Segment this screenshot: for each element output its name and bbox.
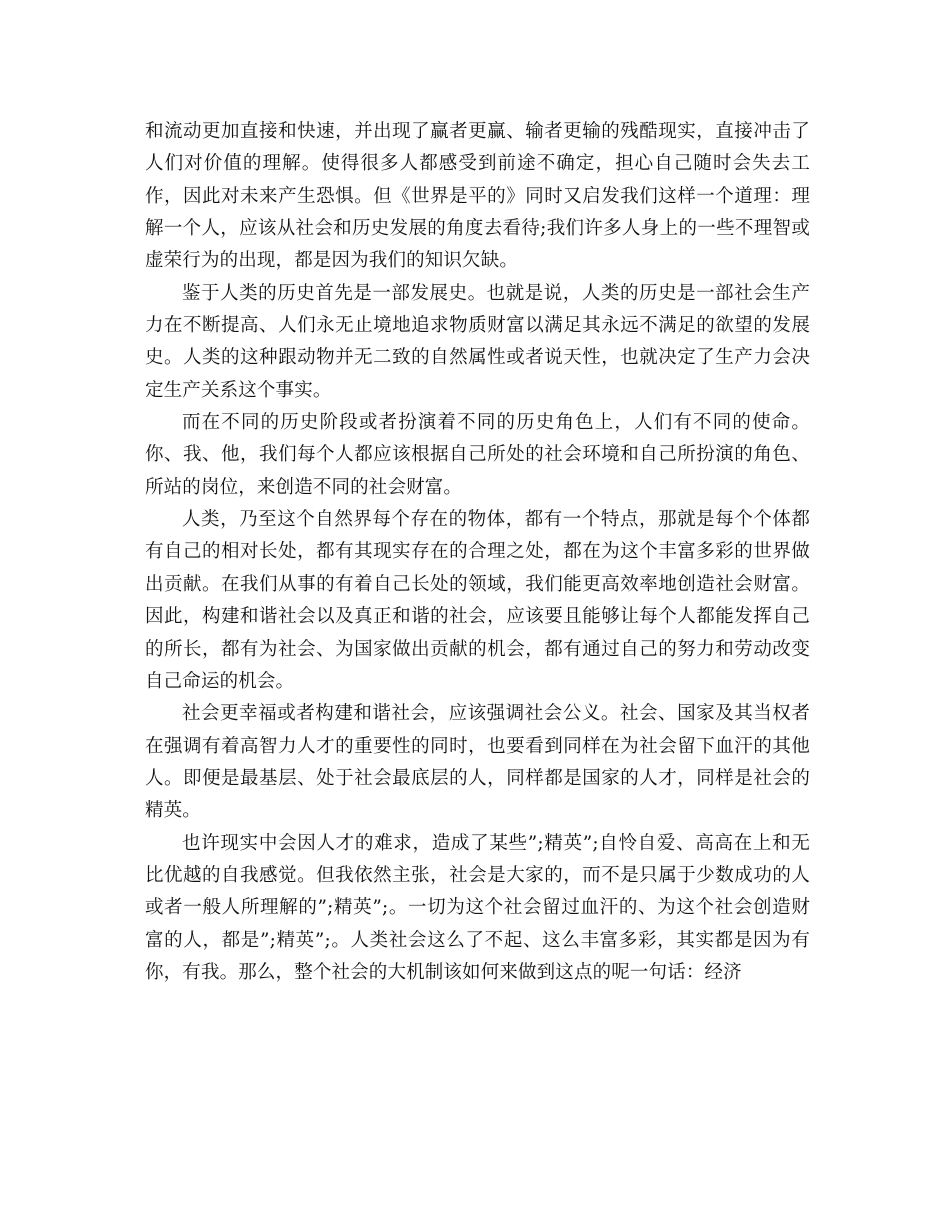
paragraph-1: 和流动更加直接和快速，并出现了赢者更赢、输者更输的残酷现实，直接冲击了人们对价值的理解。使得很多人都感受到前途不确定，担心自己随时会失去工作，因此对未来产生恐惧。但《世界是平的》同时又启发我们这样一个道理：理解一个人，应该从社会和历史发展的角度去看待;我们许多人身上的一些不理智或虚荣行为的出现，都是因为我们的知识欠缺。	[145, 121, 810, 272]
paragraph-5: 社会更幸福或者构建和谐社会，应该强调社会公义。社会、国家及其当权者在强调有着高智力人才的重要性的同时，也要看到同样在为社会留下血汗的其他人。即便是最基层、处于社会最底层的人，同样都是国家的人才，同样是社会的精英。	[145, 703, 810, 822]
document-body	[145, 116, 810, 989]
paragraph-6: 也许现实中会因人才的难求，造成了某些”;精英”;自怜自爱、高高在上和无比优越的自我感觉。但我依然主张，社会是大家的，而不是只属于少数成功的人或者一般人所理解的”;精英”;。一切为这个社会留过血汗的、为这个社会创造财富的人，都是”;精英”;。人类社会这么了不起、这么丰富多彩，其实都是因为有你，有我。那么，整个社会的大机制该如何来做到这点的呢一句话：经济	[145, 832, 810, 983]
paragraph-2: 鉴于人类的历史首先是一部发展史。也就是说，人类的历史是一部社会生产力在不断提高、人们永无止境地追求物质财富以满足其永远不满足的欲望的发展史。人类的这种跟动物并无二致的自然属性或者说天性，也就决定了生产力会决定生产关系这个事实。	[145, 282, 810, 401]
paragraph-3: 而在不同的历史阶段或者扮演着不同的历史角色上，人们有不同的使命。你、我、他，我们每个人都应该根据自己所处的社会环境和自己所扮演的角色、所站的岗位，来创造不同的社会财富。	[145, 412, 810, 498]
paragraph-4: 人类，乃至这个自然界每个存在的物体，都有一个特点，那就是每个个体都有自己的相对长处，都有其现实存在的合理之处，都在为这个丰富多彩的世界做出贡献。在我们从事的有着自己长处的领域，我们能更高效率地创造社会财富。因此，构建和谐社会以及真正和谐的社会，应该要且能够让每个人都能发挥自己的所长，都有为社会、为国家做出贡献的机会，都有通过自己的努力和劳动改变自己命运的机会。	[145, 509, 810, 692]
